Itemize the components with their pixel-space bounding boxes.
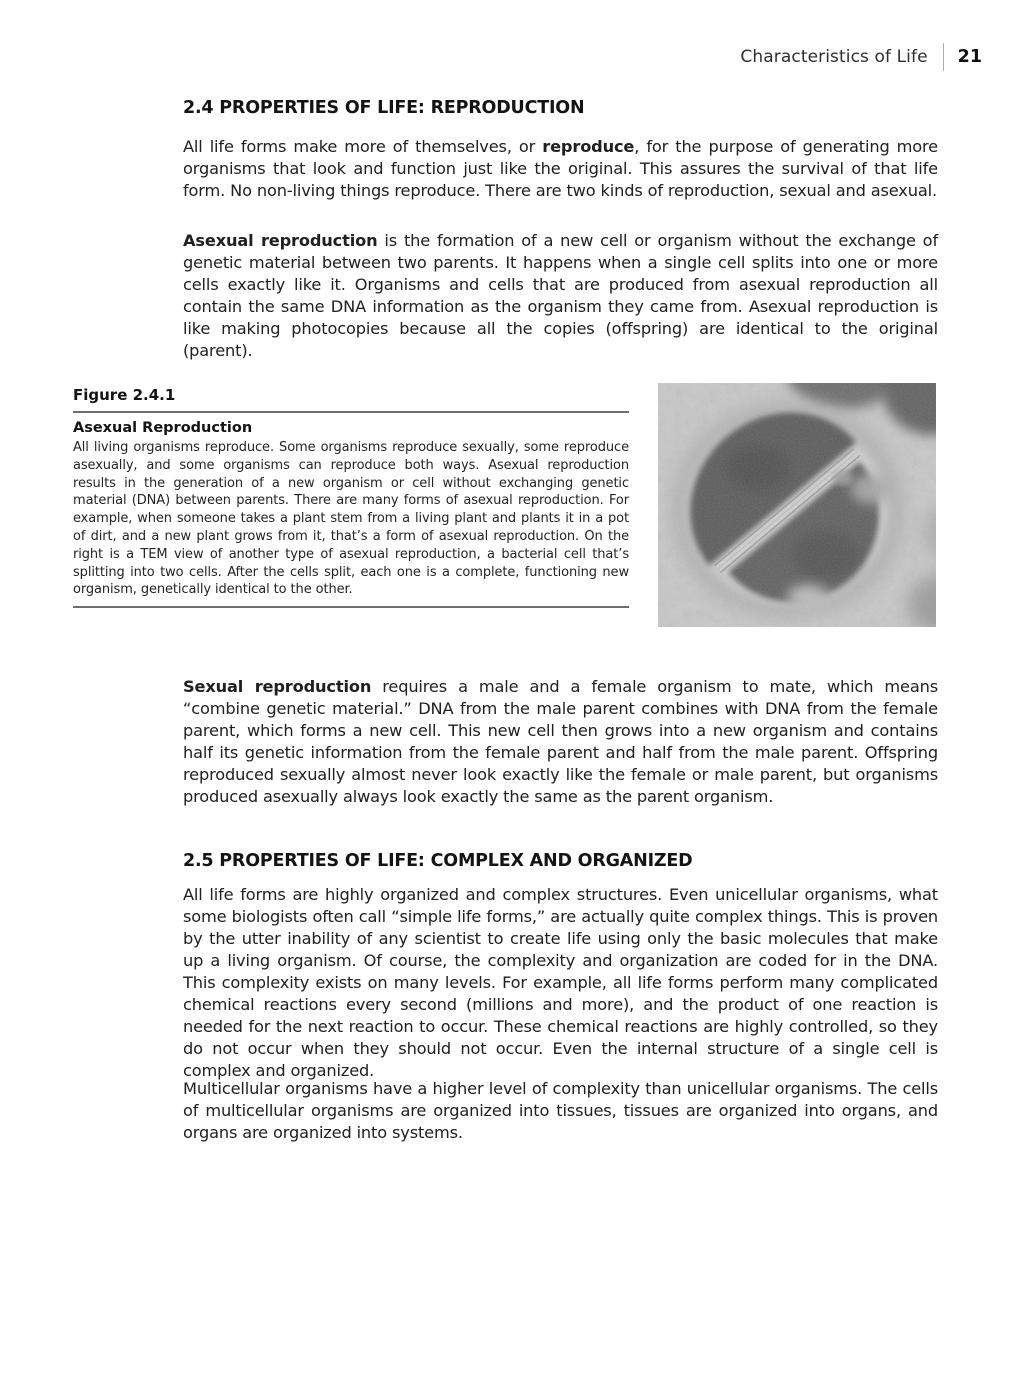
- figure-bottom-rule: [73, 606, 629, 608]
- section-2-4-paragraph-2: Asexual reproduction is the formation of a new cell or organism without the exchange of genetic material between two parents. It happens when a single cell splits into one or more cells exactly like it. Organisms and cells that are produced from asexual reproduction all contain the same DNA information as the organism they came from. Asexual reproduction is like making photocopies because all the copies (offspring) are identical to the original (parent).: [183, 231, 938, 360]
- micrograph-fine-grain: [658, 383, 936, 627]
- page-number: 21: [957, 47, 982, 67]
- sexual-reproduction-paragraph: Sexual reproduction requires a male and a female organism to mate, which means “combine genetic material.” DNA from the male parent combines with DNA from the female parent, which forms a new cell. This new cell then grows into a new organism and contains half its genetic information from the female parent and half from the male parent. Offspring reproduced sexually almost never look exactly like the female or male parent, but organisms produced asexually always look exactly the same as the parent organism.: [183, 677, 938, 806]
- figure-title: Asexual Reproduction: [73, 420, 253, 436]
- section-2-5-paragraph-2: Multicellular organisms have a higher level of complexity than unicellular organisms. The cells of multicellular organisms are organized into tissues, tissues are organized into organs, and organs are organized into systems.: [183, 1079, 938, 1142]
- section-2-4-heading: 2.4 PROPERTIES OF LIFE: REPRODUCTION: [183, 98, 585, 118]
- page-header: [740, 43, 982, 71]
- tem-micrograph: [658, 383, 936, 627]
- section-2-5-paragraph-1: All life forms are highly organized and complex structures. Even unicellular organisms, what some biologists often call “simple life forms,” are actually quite complex things. This is proven by the utter inability of any scientist to create life using only the basic molecules that make up a living organism. Of course, the complexity and organization are coded for in the DNA. This complexity exists on many levels. For example, all life forms perform many complicated chemical reactions every second (millions and more), and the product of one reaction is needed for the next reaction to occur. These chemical reactions are highly controlled, so they do not occur when they should not occur. Even the internal structure of a single cell is complex and organized.: [183, 885, 938, 1080]
- figure-2-4-1: [73, 386, 629, 608]
- section-2-4-paragraph-1: All life forms make more of themselves, or reproduce, for the purpose of generating more organisms that look and function just like the original. This assures the survival of that life form. No non-living things reproduce. There are two kinds of reproduction, sexual and asexual.: [183, 137, 938, 200]
- running-head-title: Characteristics of Life: [740, 47, 928, 67]
- figure-label: Figure 2.4.1: [73, 386, 176, 404]
- section-2-5-heading: 2.5 PROPERTIES OF LIFE: COMPLEX AND ORGANIZED: [183, 851, 693, 871]
- tem-image: [658, 383, 936, 627]
- figure-caption: All living organisms reproduce. Some organisms reproduce sexually, some reproduce asexually, and some organisms can reproduce both ways. Asexual reproduction results in the generation of a new organism or cell without exchanging genetic material (DNA) between parents. There are many forms of asexual reproduction. For example, when someone takes a plant stem from a living plant and plants it in a pot of dirt, and a new plant grows from it, that’s a form of asexual reproduction. On the right is a TEM view of another type of asexual reproduction, a bacterial cell that’s splitting into two cells. After the cells split, each one is a complete, functioning new organism, genetically identical to the other.: [73, 440, 629, 598]
- figure-top-rule: [73, 411, 629, 413]
- header-divider: [943, 43, 944, 71]
